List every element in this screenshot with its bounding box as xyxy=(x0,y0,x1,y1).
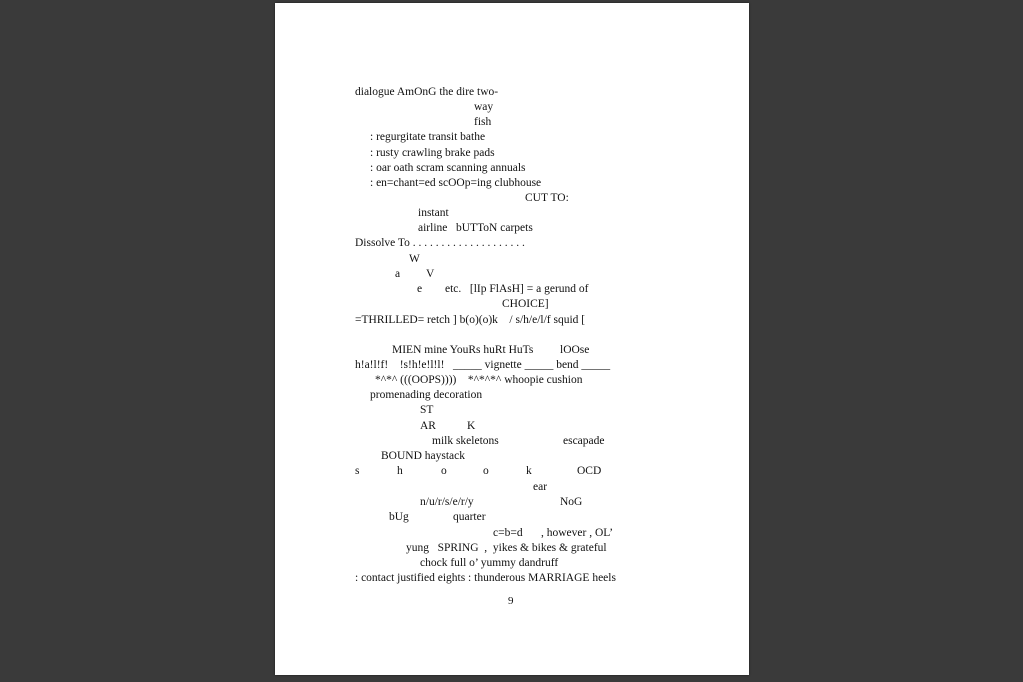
poem-line: dialogue AmOnG the dire two- xyxy=(355,86,499,98)
poem-line: ST xyxy=(420,404,434,416)
poem-line: W xyxy=(409,253,420,265)
poem-line: yung SPRING , yikes & bikes & grateful xyxy=(406,542,607,554)
poem-line: Dissolve To . . . . . . . . . . . . . . . . . . . . xyxy=(355,237,525,249)
poem-line: h!a!l!f! !s!h!e!l!l! _____ vignette _____ bend _____ xyxy=(355,359,611,371)
poem-line: CUT TO: xyxy=(525,192,569,204)
poem-line: chock full o’ yummy dandruff xyxy=(420,557,559,569)
poem-line: , however , OL’ xyxy=(541,527,614,539)
poem-line: OCD xyxy=(577,465,602,477)
poem-line: *^*^ (((OOPS)))) *^*^*^ whoopie cushion xyxy=(375,374,583,386)
poem-line: : en=chant=ed scOOp=ing clubhouse xyxy=(370,177,542,189)
poem-line: : rusty crawling brake pads xyxy=(370,147,495,159)
poem-line: ear xyxy=(533,481,548,493)
document-page xyxy=(275,3,749,675)
poem-line: NoG xyxy=(560,496,583,508)
poem-line: quarter xyxy=(453,511,486,523)
poem-line: o xyxy=(441,465,447,477)
poem-line: : contact justified eights : thunderous MARRIAGE heels xyxy=(355,572,616,584)
poem-line: bUg xyxy=(389,511,409,523)
poem-line: etc. [lIp FlAsH] = a gerund of xyxy=(445,283,589,295)
poem-line: MIEN mine YouRs huRt HuTs xyxy=(392,344,534,356)
poem-line: o xyxy=(483,465,489,477)
poem-line: h xyxy=(397,465,403,477)
poem-line: lOOse xyxy=(560,344,590,356)
poem-line: V xyxy=(426,268,435,280)
poem-line: k xyxy=(526,465,532,477)
poem-line: e xyxy=(417,283,423,295)
poem-line: : regurgitate transit bathe xyxy=(370,131,486,143)
poem-line: airline bUTToN carpets xyxy=(418,222,533,234)
poem-line: CHOICE] xyxy=(502,298,549,310)
poem-line: promenading decoration xyxy=(370,389,483,401)
poem-line: c=b=d xyxy=(493,527,523,539)
poem-line: : oar oath scram scanning annuals xyxy=(370,162,526,174)
poem-line: n/u/r/s/e/r/y xyxy=(420,496,474,508)
poem-line: =THRILLED= retch ] b(o)(o)k / s/h/e/l/f squid [ xyxy=(355,314,586,326)
poem-line: a xyxy=(395,268,401,280)
poem-line: AR xyxy=(420,420,436,432)
poem-line: s xyxy=(355,465,360,477)
page-number: 9 xyxy=(508,595,514,607)
poem-line: way xyxy=(474,101,494,113)
poem-line: BOUND haystack xyxy=(381,450,465,462)
poem-line: milk skeletons xyxy=(432,435,499,447)
poem-line: fish xyxy=(474,116,492,128)
poem-line: K xyxy=(467,420,476,432)
poem-line: escapade xyxy=(563,435,605,447)
poem-line: instant xyxy=(418,207,449,219)
